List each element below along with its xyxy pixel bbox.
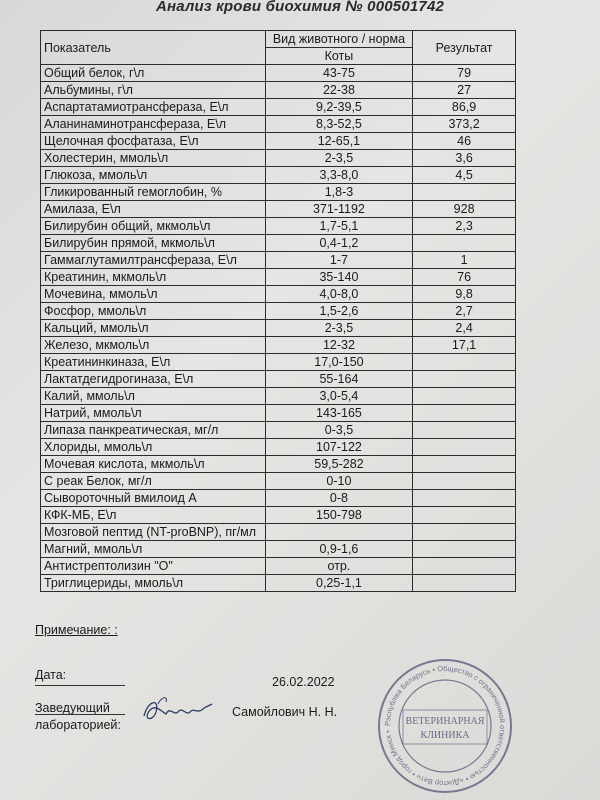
cell-result: 1	[413, 252, 516, 269]
cell-result: 2,7	[413, 303, 516, 320]
header-indicator: Показатель	[41, 31, 266, 65]
cell-result	[413, 405, 516, 422]
table-row	[41, 201, 516, 218]
cell-indicator: Креатинин, мкмоль\л	[41, 269, 266, 286]
cell-result	[413, 524, 516, 541]
stamp-center-line1: ВЕТЕРИНАРНАЯ	[405, 716, 485, 727]
cell-norm: 0,4-1,2	[265, 235, 413, 252]
cell-norm: 12-32	[265, 337, 413, 354]
table-row	[41, 405, 516, 422]
header-norm: Вид животного / норма	[265, 31, 413, 48]
cell-result: 27	[413, 82, 516, 99]
table-row	[41, 99, 516, 116]
table-row	[41, 388, 516, 405]
cell-result	[413, 558, 516, 575]
cell-result	[413, 235, 516, 252]
stamp-ring-text: Рэспубліка Беларусь • Общество с ограниченной ответственностью • «Доктор Вет» • город Минск •	[382, 663, 508, 789]
table-row	[41, 439, 516, 456]
table-row	[41, 269, 516, 286]
date-underline	[35, 685, 125, 686]
cell-result: 2,4	[413, 320, 516, 337]
cell-norm: 17,0-150	[265, 354, 413, 371]
table-row	[41, 150, 516, 167]
table-row	[41, 167, 516, 184]
table-row	[41, 456, 516, 473]
table-row	[41, 473, 516, 490]
cell-indicator: Аспартатамиотрансфераза, Е\л	[41, 99, 266, 116]
cell-indicator: Натрий, ммоль\л	[41, 405, 266, 422]
cell-norm: 1,7-5,1	[265, 218, 413, 235]
cell-indicator: Кальций, ммоль\л	[41, 320, 266, 337]
cell-norm: 2-3,5	[265, 150, 413, 167]
table-row	[41, 286, 516, 303]
cell-norm: 0,9-1,6	[265, 541, 413, 558]
table-row	[41, 558, 516, 575]
cell-indicator: Билирубин общий, мкмоль\л	[41, 218, 266, 235]
header-result: Результат	[413, 31, 516, 65]
cell-indicator: Хлориды, ммоль\л	[41, 439, 266, 456]
cell-result: 373,2	[413, 116, 516, 133]
date-label: Дата:	[35, 668, 67, 682]
cell-norm: 0,25-1,1	[265, 575, 413, 592]
cell-result	[413, 354, 516, 371]
cell-indicator: Калий, ммоль\л	[41, 388, 266, 405]
table-row	[41, 116, 516, 133]
cell-norm: 371-1192	[265, 201, 413, 218]
cell-result	[413, 388, 516, 405]
cell-indicator: Мочевая кислота, мкмоль\л	[41, 456, 266, 473]
cell-norm: 107-122	[265, 439, 413, 456]
table-row	[41, 524, 516, 541]
cell-norm: 1,5-2,6	[265, 303, 413, 320]
cell-norm	[265, 524, 413, 541]
cell-indicator: С реак Белок, мг/л	[41, 473, 266, 490]
table-row	[41, 184, 516, 201]
cell-result	[413, 490, 516, 507]
cell-norm: 22-38	[265, 82, 413, 99]
cell-indicator: Холестерин, ммоль\л	[41, 150, 266, 167]
cell-indicator: Магний, ммоль\л	[41, 541, 266, 558]
cell-result	[413, 541, 516, 558]
head-name: Самойлович Н. Н.	[232, 705, 338, 719]
cell-result: 4,5	[413, 167, 516, 184]
signature	[138, 690, 218, 730]
cell-result: 3,6	[413, 150, 516, 167]
head-label	[35, 700, 121, 734]
cell-norm: 8,3-52,5	[265, 116, 413, 133]
cell-result: 86,9	[413, 99, 516, 116]
cell-result	[413, 439, 516, 456]
table-row	[41, 303, 516, 320]
cell-result	[413, 507, 516, 524]
cell-result	[413, 371, 516, 388]
cell-result	[413, 422, 516, 439]
cell-indicator: Антистрептолизин "О"	[41, 558, 266, 575]
cell-norm: отр.	[265, 558, 413, 575]
table-row	[41, 65, 516, 82]
results-table	[40, 30, 516, 592]
page-title: Анализ крови биохимия № 000501742	[155, 0, 445, 15]
cell-indicator: Аланинаминотрансфераза, Е\л	[41, 116, 266, 133]
table-row	[41, 575, 516, 592]
table-row	[41, 133, 516, 150]
cell-indicator: Креатининкиназа, Е\л	[41, 354, 266, 371]
table-header-row	[41, 31, 516, 48]
stamp-center-line2: КЛИНИКА	[420, 730, 470, 741]
cell-result	[413, 575, 516, 592]
head-label-line1: Заведующий	[35, 701, 110, 715]
table-row	[41, 337, 516, 354]
cell-result	[413, 184, 516, 201]
cell-norm: 0-8	[265, 490, 413, 507]
cell-norm: 12-65,1	[265, 133, 413, 150]
cell-norm: 9,2-39,5	[265, 99, 413, 116]
head-underline	[35, 714, 125, 715]
cell-norm: 143-165	[265, 405, 413, 422]
cell-result: 46	[413, 133, 516, 150]
head-label-line2: лабораторией:	[35, 718, 121, 732]
cell-indicator: Билирубин прямой, мкмоль\л	[41, 235, 266, 252]
header-animal: Коты	[265, 48, 413, 65]
date-value: 26.02.2022	[272, 675, 335, 689]
note-label: Примечание: :	[35, 623, 118, 637]
cell-norm: 59,5-282	[265, 456, 413, 473]
cell-norm: 2-3,5	[265, 320, 413, 337]
table-row	[41, 218, 516, 235]
cell-indicator: Гликированный гемоглобин, %	[41, 184, 266, 201]
cell-indicator: Щелочная фосфатаза, Е\л	[41, 133, 266, 150]
cell-norm: 55-164	[265, 371, 413, 388]
cell-result: 9,8	[413, 286, 516, 303]
cell-norm: 0-10	[265, 473, 413, 490]
cell-norm: 3,0-5,4	[265, 388, 413, 405]
table-row	[41, 371, 516, 388]
cell-norm: 43-75	[265, 65, 413, 82]
cell-norm: 1,8-3	[265, 184, 413, 201]
cell-indicator: Фосфор, ммоль\л	[41, 303, 266, 320]
cell-indicator: Глюкоза, ммоль\л	[41, 167, 266, 184]
cell-indicator: Мочевина, ммоль\л	[41, 286, 266, 303]
cell-result: 17,1	[413, 337, 516, 354]
clinic-stamp	[375, 656, 515, 796]
table-row	[41, 354, 516, 371]
table-row	[41, 82, 516, 99]
cell-norm: 35-140	[265, 269, 413, 286]
cell-result: 928	[413, 201, 516, 218]
cell-result	[413, 473, 516, 490]
cell-indicator: Лактатдегидрогиназа, Е\л	[41, 371, 266, 388]
table-row	[41, 541, 516, 558]
cell-result	[413, 456, 516, 473]
table-row	[41, 422, 516, 439]
table-body	[41, 65, 516, 592]
cell-norm: 4,0-8,0	[265, 286, 413, 303]
table-row	[41, 490, 516, 507]
cell-indicator: Мозговой пептид (NT-proBNP), пг/мл	[41, 524, 266, 541]
cell-norm: 1-7	[265, 252, 413, 269]
cell-indicator: Липаза панкреатическая, мг/л	[41, 422, 266, 439]
cell-indicator: Гаммаглутамилтрансфераза, Е\л	[41, 252, 266, 269]
table-row	[41, 252, 516, 269]
cell-result: 79	[413, 65, 516, 82]
table-row	[41, 320, 516, 337]
cell-indicator: Амилаза, Е\л	[41, 201, 266, 218]
cell-norm: 150-798	[265, 507, 413, 524]
cell-indicator: Триглицериды, ммоль\л	[41, 575, 266, 592]
cell-indicator: КФК-МБ, Е\л	[41, 507, 266, 524]
cell-norm: 3,3-8,0	[265, 167, 413, 184]
cell-indicator: Общий белок, г\л	[41, 65, 266, 82]
cell-norm: 0-3,5	[265, 422, 413, 439]
cell-result: 2,3	[413, 218, 516, 235]
cell-indicator: Железо, мкмоль\л	[41, 337, 266, 354]
table-row	[41, 507, 516, 524]
table-row	[41, 235, 516, 252]
cell-result: 76	[413, 269, 516, 286]
cell-indicator: Сывороточный вмилоид А	[41, 490, 266, 507]
cell-indicator: Альбумины, г\л	[41, 82, 266, 99]
